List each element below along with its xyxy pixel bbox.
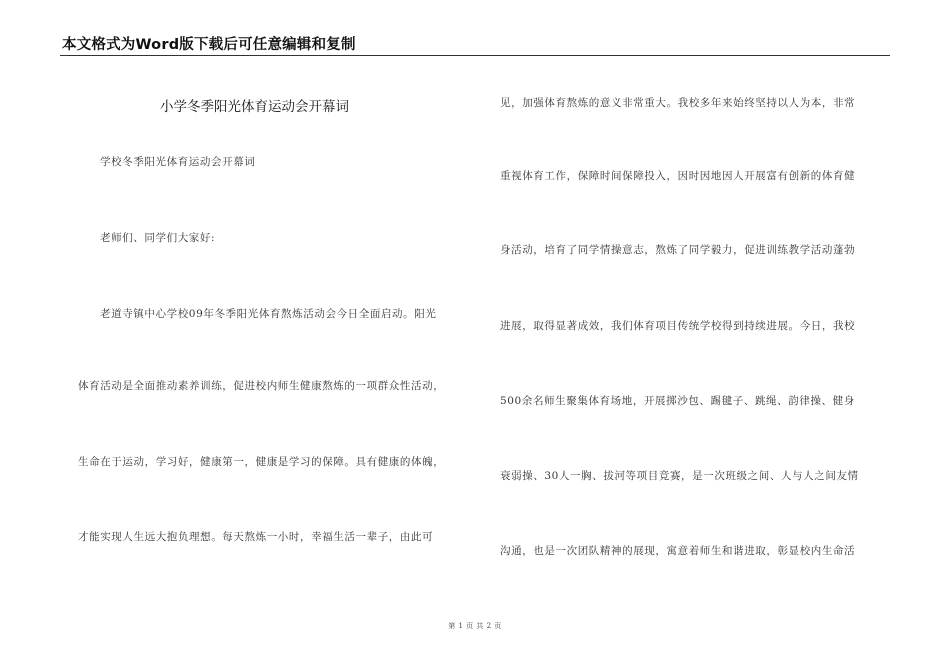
left-paragraph-line: 生命在于运动，学习好，健康第一，健康是学习的保障。具有健康的体魄， — [78, 456, 445, 468]
download-banner: 本文格式为Word版下载后可任意编辑和复制 — [62, 37, 356, 53]
left-paragraph-line: 体育活动是全面推动素养训练，促进校内师生健康熬炼的一项群众性活动， — [78, 380, 445, 392]
left-paragraph-line: 才能实现人生远大抱负理想。每天熬炼一小时，幸福生活一辈子，由此可 — [78, 531, 434, 543]
page-number: 第 1 页 共 2 页 — [448, 622, 502, 630]
left-paragraph-line: 老师们、同学们大家好: — [100, 232, 216, 244]
right-paragraph-line: 见，加强体育熬炼的意义非常重大。我校多年来始终坚持以人为本，非常 — [500, 97, 856, 109]
right-paragraph-line: 衰弱操、30人一胸、拔河等项目竞赛，是一次班级之间、人与人之间友情 — [500, 470, 859, 482]
right-paragraph-line: 进展，取得显著成效，我们体育项目传统学校得到持续进展。今日，我校 — [500, 320, 856, 332]
right-paragraph-line: 重视体育工作，保障时间保障投入，因时因地因人开展富有创新的体育健 — [500, 170, 856, 182]
right-paragraph-line: 沟通，也是一次团队精神的展现，寓意着师生和谐进取，彰显校内生命活 — [500, 545, 856, 557]
left-paragraph-line: 老道寺镇中心学校09年冬季阳光体育熬炼活动会今日全面启动。阳光 — [100, 308, 437, 320]
left-paragraph-line: 学校冬季阳光体育运动会开幕词 — [100, 156, 256, 168]
right-paragraph-line: 500余名师生聚集体育场地，开展掷沙包、踢毽子、跳绳、韵律操、健身 — [500, 395, 855, 407]
document-title: 小学冬季阳光体育运动会开幕词 — [160, 99, 349, 115]
right-paragraph-line: 身活动，培育了同学情操意志，熬炼了同学毅力，促进训练教学活动蓬勃 — [500, 244, 856, 256]
banner-divider — [60, 55, 890, 56]
